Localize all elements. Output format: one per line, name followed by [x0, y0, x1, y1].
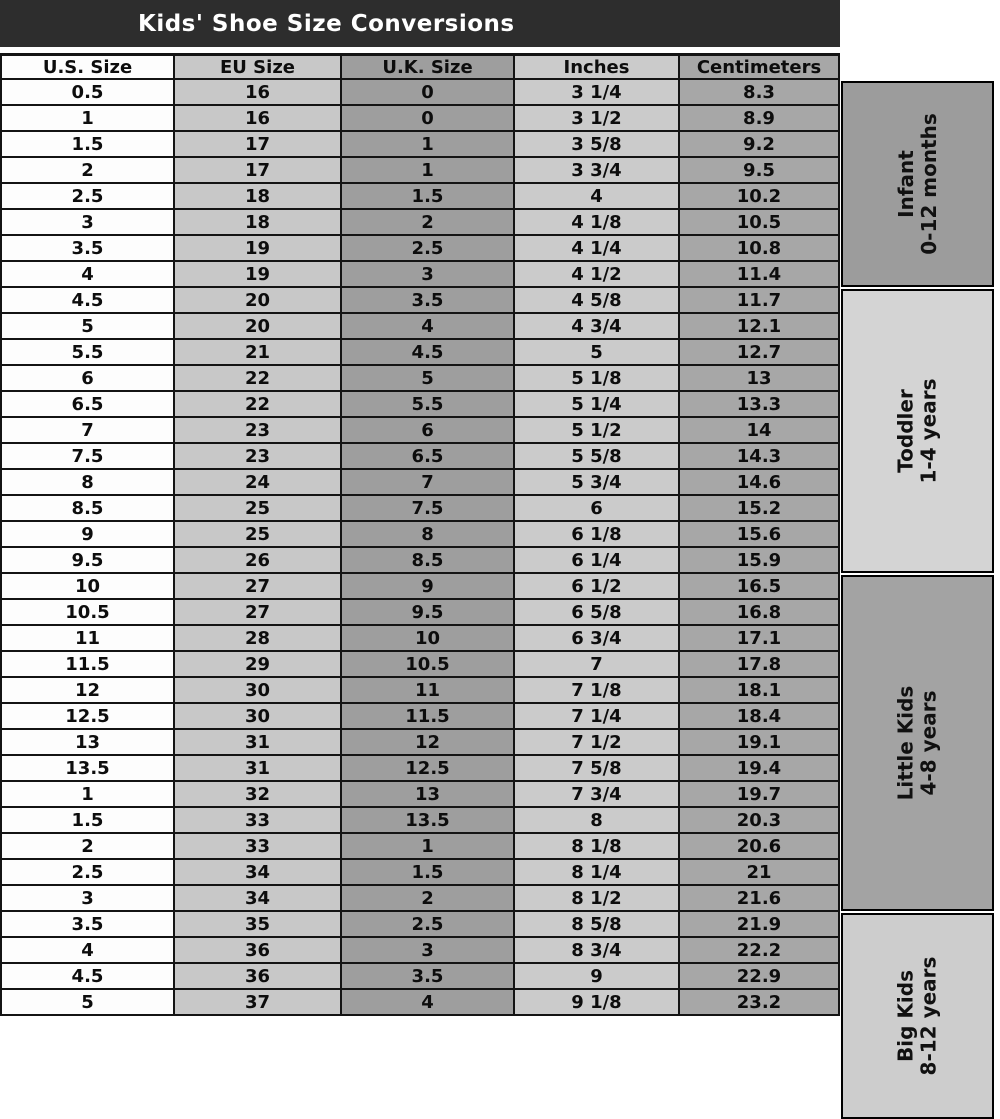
table-row — [2, 704, 840, 730]
cell-eu-size: 28 — [175, 626, 342, 652]
cell-uk-size: 7.5 — [342, 496, 515, 522]
age-group-little-kids — [841, 575, 994, 911]
cell-inches: 3 5/8 — [515, 132, 680, 158]
cell-centimeters: 21 — [680, 860, 840, 886]
table-row — [2, 782, 840, 808]
cell-uk-size: 2.5 — [342, 236, 515, 262]
cell-uk-size: 2.5 — [342, 912, 515, 938]
table-row — [2, 678, 840, 704]
cell-centimeters: 11.4 — [680, 262, 840, 288]
cell-centimeters: 10.2 — [680, 184, 840, 210]
cell-centimeters: 15.6 — [680, 522, 840, 548]
cell-us-size: 1.5 — [2, 808, 175, 834]
cell-uk-size: 3 — [342, 938, 515, 964]
column-header-us-size: U.S. Size — [2, 56, 175, 80]
cell-us-size: 2 — [2, 834, 175, 860]
cell-inches: 5 1/8 — [515, 366, 680, 392]
cell-centimeters: 12.1 — [680, 314, 840, 340]
cell-us-size: 6 — [2, 366, 175, 392]
cell-centimeters: 10.8 — [680, 236, 840, 262]
cell-eu-size: 30 — [175, 678, 342, 704]
cell-centimeters: 19.1 — [680, 730, 840, 756]
table-row — [2, 964, 840, 990]
cell-us-size: 3.5 — [2, 236, 175, 262]
cell-eu-size: 19 — [175, 236, 342, 262]
title-bar — [0, 0, 840, 47]
cell-us-size: 10 — [2, 574, 175, 600]
cell-centimeters: 13 — [680, 366, 840, 392]
cell-centimeters: 17.8 — [680, 652, 840, 678]
cell-uk-size: 11 — [342, 678, 515, 704]
cell-uk-size: 9 — [342, 574, 515, 600]
cell-centimeters: 19.4 — [680, 756, 840, 782]
cell-inches: 8 1/4 — [515, 860, 680, 886]
cell-us-size: 4.5 — [2, 964, 175, 990]
cell-us-size: 11.5 — [2, 652, 175, 678]
cell-inches: 5 1/2 — [515, 418, 680, 444]
cell-inches: 4 1/4 — [515, 236, 680, 262]
column-header-eu-size: EU Size — [175, 56, 342, 80]
cell-inches: 5 5/8 — [515, 444, 680, 470]
age-group-infant — [841, 81, 994, 287]
cell-inches: 5 3/4 — [515, 470, 680, 496]
cell-centimeters: 15.9 — [680, 548, 840, 574]
cell-centimeters: 9.2 — [680, 132, 840, 158]
cell-uk-size: 9.5 — [342, 600, 515, 626]
cell-us-size: 11 — [2, 626, 175, 652]
cell-inches: 4 — [515, 184, 680, 210]
cell-us-size: 9.5 — [2, 548, 175, 574]
cell-uk-size: 1.5 — [342, 860, 515, 886]
cell-eu-size: 22 — [175, 392, 342, 418]
cell-inches: 3 3/4 — [515, 158, 680, 184]
cell-us-size: 13.5 — [2, 756, 175, 782]
cell-us-size: 4.5 — [2, 288, 175, 314]
cell-eu-size: 34 — [175, 886, 342, 912]
table-row — [2, 236, 840, 262]
cell-eu-size: 16 — [175, 80, 342, 106]
cell-centimeters: 19.7 — [680, 782, 840, 808]
cell-centimeters: 8.3 — [680, 80, 840, 106]
table-row — [2, 548, 840, 574]
cell-eu-size: 18 — [175, 184, 342, 210]
cell-uk-size: 13.5 — [342, 808, 515, 834]
cell-inches: 8 3/4 — [515, 938, 680, 964]
cell-us-size: 8 — [2, 470, 175, 496]
cell-us-size: 3.5 — [2, 912, 175, 938]
table-row — [2, 366, 840, 392]
cell-centimeters: 18.1 — [680, 678, 840, 704]
cell-centimeters: 15.2 — [680, 496, 840, 522]
cell-centimeters: 12.7 — [680, 340, 840, 366]
cell-uk-size: 3 — [342, 262, 515, 288]
table-body — [2, 80, 840, 1016]
cell-inches: 8 5/8 — [515, 912, 680, 938]
cell-inches: 6 3/4 — [515, 626, 680, 652]
cell-us-size: 5 — [2, 990, 175, 1016]
cell-us-size: 7.5 — [2, 444, 175, 470]
table-row — [2, 132, 840, 158]
cell-us-size: 3 — [2, 886, 175, 912]
cell-inches: 3 1/2 — [515, 106, 680, 132]
cell-eu-size: 17 — [175, 158, 342, 184]
cell-inches: 4 3/4 — [515, 314, 680, 340]
cell-centimeters: 14.6 — [680, 470, 840, 496]
table-row — [2, 574, 840, 600]
table-row — [2, 860, 840, 886]
cell-eu-size: 17 — [175, 132, 342, 158]
table-row — [2, 730, 840, 756]
page-title: Kids' Shoe Size Conversions — [138, 10, 515, 37]
table-row — [2, 210, 840, 236]
cell-us-size: 7 — [2, 418, 175, 444]
cell-centimeters: 16.5 — [680, 574, 840, 600]
cell-inches: 7 1/4 — [515, 704, 680, 730]
table-row — [2, 184, 840, 210]
cell-inches: 9 1/8 — [515, 990, 680, 1016]
cell-eu-size: 23 — [175, 444, 342, 470]
table-row — [2, 80, 840, 106]
cell-us-size: 0.5 — [2, 80, 175, 106]
cell-eu-size: 24 — [175, 470, 342, 496]
cell-centimeters: 21.9 — [680, 912, 840, 938]
cell-uk-size: 0 — [342, 80, 515, 106]
table-row — [2, 262, 840, 288]
cell-uk-size: 3.5 — [342, 964, 515, 990]
cell-eu-size: 20 — [175, 314, 342, 340]
column-header-uk-size: U.K. Size — [342, 56, 515, 80]
table-row — [2, 886, 840, 912]
cell-eu-size: 37 — [175, 990, 342, 1016]
cell-inches: 4 1/2 — [515, 262, 680, 288]
table-row — [2, 600, 840, 626]
cell-us-size: 13 — [2, 730, 175, 756]
cell-eu-size: 23 — [175, 418, 342, 444]
cell-centimeters: 14.3 — [680, 444, 840, 470]
table-row — [2, 522, 840, 548]
cell-uk-size: 4 — [342, 314, 515, 340]
cell-eu-size: 33 — [175, 808, 342, 834]
table-row — [2, 392, 840, 418]
cell-inches: 7 1/8 — [515, 678, 680, 704]
cell-eu-size: 32 — [175, 782, 342, 808]
cell-inches: 8 1/2 — [515, 886, 680, 912]
cell-inches: 7 5/8 — [515, 756, 680, 782]
cell-uk-size: 10 — [342, 626, 515, 652]
cell-uk-size: 6 — [342, 418, 515, 444]
cell-centimeters: 13.3 — [680, 392, 840, 418]
age-group-label: Big Kids 8-12 years — [893, 956, 941, 1076]
cell-inches: 6 1/2 — [515, 574, 680, 600]
cell-us-size: 12.5 — [2, 704, 175, 730]
cell-us-size: 1 — [2, 106, 175, 132]
cell-inches: 6 1/4 — [515, 548, 680, 574]
cell-eu-size: 29 — [175, 652, 342, 678]
cell-inches: 7 1/2 — [515, 730, 680, 756]
age-group-label: Little Kids 4-8 years — [893, 685, 941, 801]
cell-centimeters: 17.1 — [680, 626, 840, 652]
table-row — [2, 106, 840, 132]
cell-inches: 4 1/8 — [515, 210, 680, 236]
cell-uk-size: 8 — [342, 522, 515, 548]
table-row — [2, 418, 840, 444]
cell-eu-size: 31 — [175, 730, 342, 756]
table-row — [2, 496, 840, 522]
cell-uk-size: 1.5 — [342, 184, 515, 210]
cell-centimeters: 14 — [680, 418, 840, 444]
column-header-centimeters: Centimeters — [680, 56, 840, 80]
cell-uk-size: 13 — [342, 782, 515, 808]
cell-centimeters: 11.7 — [680, 288, 840, 314]
cell-uk-size: 1 — [342, 834, 515, 860]
age-group-big-kids — [841, 913, 994, 1119]
cell-eu-size: 31 — [175, 756, 342, 782]
cell-uk-size: 5 — [342, 366, 515, 392]
table-row — [2, 834, 840, 860]
cell-eu-size: 20 — [175, 288, 342, 314]
table-row — [2, 158, 840, 184]
cell-us-size: 3 — [2, 210, 175, 236]
cell-inches: 9 — [515, 964, 680, 990]
cell-uk-size: 12.5 — [342, 756, 515, 782]
cell-eu-size: 26 — [175, 548, 342, 574]
table-row — [2, 626, 840, 652]
cell-inches: 4 5/8 — [515, 288, 680, 314]
table-row — [2, 340, 840, 366]
cell-eu-size: 35 — [175, 912, 342, 938]
cell-uk-size: 10.5 — [342, 652, 515, 678]
cell-inches: 6 5/8 — [515, 600, 680, 626]
cell-centimeters: 18.4 — [680, 704, 840, 730]
cell-us-size: 10.5 — [2, 600, 175, 626]
table-row — [2, 912, 840, 938]
cell-us-size: 5.5 — [2, 340, 175, 366]
cell-us-size: 2.5 — [2, 184, 175, 210]
cell-inches: 7 — [515, 652, 680, 678]
cell-uk-size: 3.5 — [342, 288, 515, 314]
table-row — [2, 990, 840, 1016]
cell-uk-size: 6.5 — [342, 444, 515, 470]
cell-centimeters: 20.6 — [680, 834, 840, 860]
table-row — [2, 938, 840, 964]
cell-us-size: 1 — [2, 782, 175, 808]
cell-uk-size: 7 — [342, 470, 515, 496]
cell-inches: 6 — [515, 496, 680, 522]
cell-eu-size: 27 — [175, 574, 342, 600]
cell-inches: 3 1/4 — [515, 80, 680, 106]
cell-us-size: 4 — [2, 262, 175, 288]
table-row — [2, 808, 840, 834]
cell-inches: 5 1/4 — [515, 392, 680, 418]
age-group-label: Toddler 1-4 years — [893, 378, 941, 484]
cell-eu-size: 18 — [175, 210, 342, 236]
cell-eu-size: 30 — [175, 704, 342, 730]
cell-eu-size: 36 — [175, 938, 342, 964]
table-row — [2, 444, 840, 470]
cell-inches: 7 3/4 — [515, 782, 680, 808]
cell-centimeters: 22.2 — [680, 938, 840, 964]
cell-us-size: 4 — [2, 938, 175, 964]
cell-eu-size: 34 — [175, 860, 342, 886]
cell-uk-size: 1 — [342, 158, 515, 184]
cell-us-size: 6.5 — [2, 392, 175, 418]
table-row — [2, 756, 840, 782]
cell-eu-size: 27 — [175, 600, 342, 626]
age-group-label: Infant 0-12 months — [893, 113, 941, 255]
cell-us-size: 1.5 — [2, 132, 175, 158]
cell-eu-size: 19 — [175, 262, 342, 288]
cell-centimeters: 8.9 — [680, 106, 840, 132]
cell-uk-size: 12 — [342, 730, 515, 756]
table-row — [2, 288, 840, 314]
cell-centimeters: 21.6 — [680, 886, 840, 912]
cell-centimeters: 23.2 — [680, 990, 840, 1016]
cell-uk-size: 2 — [342, 210, 515, 236]
cell-centimeters: 16.8 — [680, 600, 840, 626]
cell-uk-size: 1 — [342, 132, 515, 158]
cell-eu-size: 25 — [175, 522, 342, 548]
cell-eu-size: 25 — [175, 496, 342, 522]
cell-inches: 6 1/8 — [515, 522, 680, 548]
cell-uk-size: 4.5 — [342, 340, 515, 366]
cell-centimeters: 9.5 — [680, 158, 840, 184]
cell-eu-size: 21 — [175, 340, 342, 366]
cell-eu-size: 33 — [175, 834, 342, 860]
cell-uk-size: 0 — [342, 106, 515, 132]
cell-inches: 8 1/8 — [515, 834, 680, 860]
cell-us-size: 5 — [2, 314, 175, 340]
table-row — [2, 314, 840, 340]
conversion-table — [0, 53, 840, 1016]
cell-us-size: 2 — [2, 158, 175, 184]
cell-eu-size: 36 — [175, 964, 342, 990]
cell-centimeters: 20.3 — [680, 808, 840, 834]
cell-uk-size: 2 — [342, 886, 515, 912]
cell-uk-size: 8.5 — [342, 548, 515, 574]
cell-us-size: 8.5 — [2, 496, 175, 522]
cell-eu-size: 22 — [175, 366, 342, 392]
cell-inches: 8 — [515, 808, 680, 834]
cell-inches: 5 — [515, 340, 680, 366]
cell-us-size: 12 — [2, 678, 175, 704]
table-header-row — [2, 56, 840, 80]
cell-eu-size: 16 — [175, 106, 342, 132]
table-row — [2, 652, 840, 678]
cell-uk-size: 5.5 — [342, 392, 515, 418]
column-header-inches: Inches — [515, 56, 680, 80]
age-group-toddler — [841, 289, 994, 573]
cell-uk-size: 4 — [342, 990, 515, 1016]
cell-centimeters: 10.5 — [680, 210, 840, 236]
cell-centimeters: 22.9 — [680, 964, 840, 990]
table-row — [2, 470, 840, 496]
cell-uk-size: 11.5 — [342, 704, 515, 730]
cell-us-size: 9 — [2, 522, 175, 548]
cell-us-size: 2.5 — [2, 860, 175, 886]
